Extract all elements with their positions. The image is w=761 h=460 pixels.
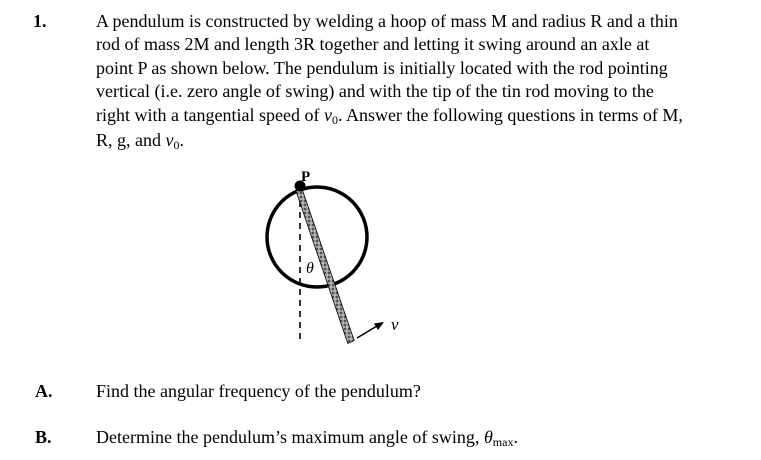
pivot-label: P xyxy=(301,169,311,185)
part-b-question xyxy=(96,427,518,448)
question-text: . xyxy=(513,427,518,447)
problem-line: point P as shown below. The pendulum is initially located with the rod pointing xyxy=(96,57,668,78)
problem-line xyxy=(96,104,748,129)
part-b-label: B. xyxy=(35,427,52,447)
velocity-subscript: 0 xyxy=(331,112,338,127)
velocity-symbol: v xyxy=(323,104,332,125)
question-text: Determine the pendulum’s maximum angle of swing, xyxy=(96,427,484,447)
velocity-subscript: 0 xyxy=(173,138,180,153)
problem-line: A pendulum is constructed by welding a hoop of mass M and radius R and a thin xyxy=(96,11,678,31)
part-a-label: A. xyxy=(35,381,53,401)
line-text: R, g, and xyxy=(96,130,166,151)
question-number: 1. xyxy=(33,11,47,31)
angle-label: θ xyxy=(306,260,314,277)
line-text: right with a tangential speed of xyxy=(96,104,324,125)
theta-symbol: θ xyxy=(483,427,493,447)
velocity-label: v xyxy=(391,315,399,334)
rod xyxy=(296,190,354,344)
problem-line: vertical (i.e. zero angle of swing) and with the tip of the tin rod moving to the xyxy=(96,81,654,102)
velocity-symbol: v xyxy=(165,130,174,151)
line-text: . xyxy=(179,130,184,151)
problem-line xyxy=(96,129,748,154)
problem-line: rod of mass 2M and length 3R together and letting it swing around an axle at xyxy=(96,34,650,55)
velocity-arrow xyxy=(357,326,377,338)
part-a-question: Find the angular frequency of the pendulum? xyxy=(96,381,421,401)
theta-subscript: max xyxy=(492,435,514,449)
line-text: . Answer the following questions in terms of M, xyxy=(337,104,683,125)
pendulum-figure xyxy=(240,160,440,360)
problem-statement xyxy=(96,10,748,154)
